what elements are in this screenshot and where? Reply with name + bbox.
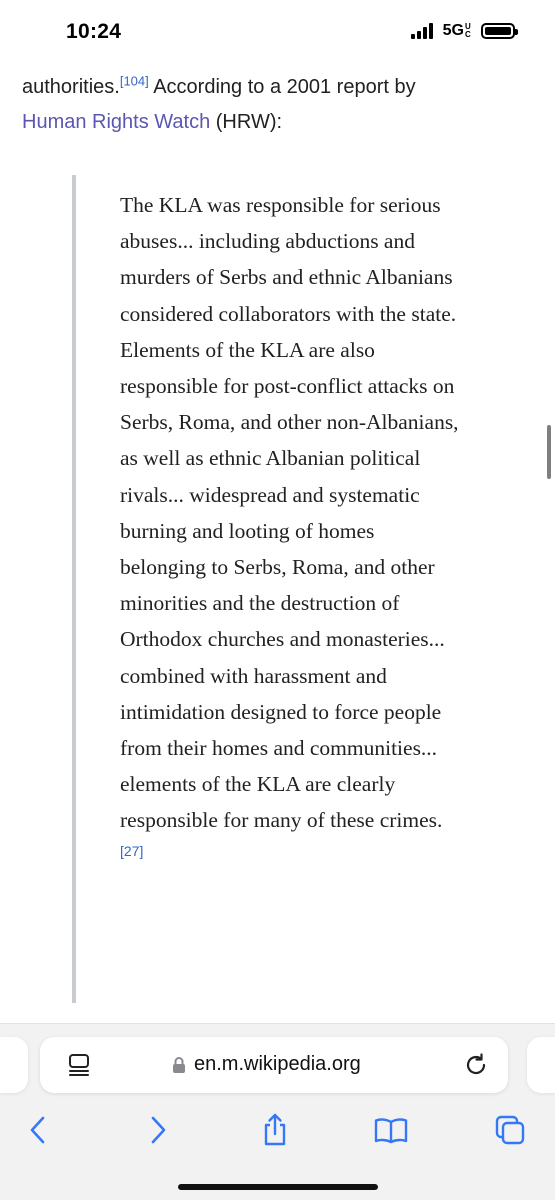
intro-tail: (HRW): xyxy=(210,111,283,133)
scroll-indicator[interactable] xyxy=(547,425,551,479)
quote-body: The KLA was responsible for serious abuses... including abductions and murders of Serbs and ethnic Albanians considered collaborators with the state. Elements of the KLA are also responsible for post-conflict attacks on Serbs, Roma, and other non-Albanians, as well as ethnic Albanian political rivals... widespread and systematic burning and looting of homes belonging to Serbs, Roma, and other minorities and the destruction of Orthodox churches and monasteries... combined with harassment and intimidation designed to force people from their homes and communities... elements of the KLA are clearly responsible for many of these crimes. xyxy=(120,193,459,833)
hrw-link[interactable]: Human Rights Watch xyxy=(22,111,211,133)
reload-icon[interactable] xyxy=(462,1051,490,1079)
next-tab-peek[interactable] xyxy=(527,1037,555,1093)
citation-link[interactable]: [104] xyxy=(119,73,149,89)
network-suffix: UC xyxy=(465,22,471,39)
url-display[interactable] xyxy=(172,1053,361,1076)
home-indicator[interactable] xyxy=(178,1184,378,1190)
forward-chevron-icon xyxy=(148,1115,168,1145)
status-indicators xyxy=(411,22,515,40)
quote-text xyxy=(120,187,460,875)
reader-mode-icon[interactable] xyxy=(66,1052,92,1078)
bookmarks-book-icon xyxy=(373,1116,409,1144)
forward-button[interactable] xyxy=(136,1108,180,1152)
url-text: en.m.wikipedia.org xyxy=(194,1053,361,1075)
status-bar xyxy=(0,0,555,62)
share-icon xyxy=(260,1113,290,1147)
blockquote xyxy=(72,175,512,1003)
bookmarks-button[interactable] xyxy=(369,1108,413,1152)
network-label: 5G xyxy=(442,22,464,39)
back-chevron-icon xyxy=(28,1115,48,1145)
address-bar[interactable] xyxy=(40,1037,508,1093)
battery-icon xyxy=(481,23,515,39)
browser-toolbar xyxy=(0,1108,555,1158)
previous-tab-peek[interactable] xyxy=(0,1037,28,1093)
lock-icon xyxy=(172,1056,186,1074)
browser-chrome xyxy=(0,1023,555,1200)
tabs-button[interactable] xyxy=(488,1108,532,1152)
intro-lead: authorities. xyxy=(22,76,120,98)
citation-link-quote[interactable]: [27] xyxy=(120,842,144,859)
status-time: 10:24 xyxy=(66,20,122,43)
cellular-signal-icon xyxy=(411,23,433,39)
tabs-icon xyxy=(494,1114,526,1146)
back-button[interactable] xyxy=(16,1108,60,1152)
article-paragraph xyxy=(22,70,522,140)
intro-text: According to a 2001 report by xyxy=(148,76,416,98)
share-button[interactable] xyxy=(253,1108,297,1152)
